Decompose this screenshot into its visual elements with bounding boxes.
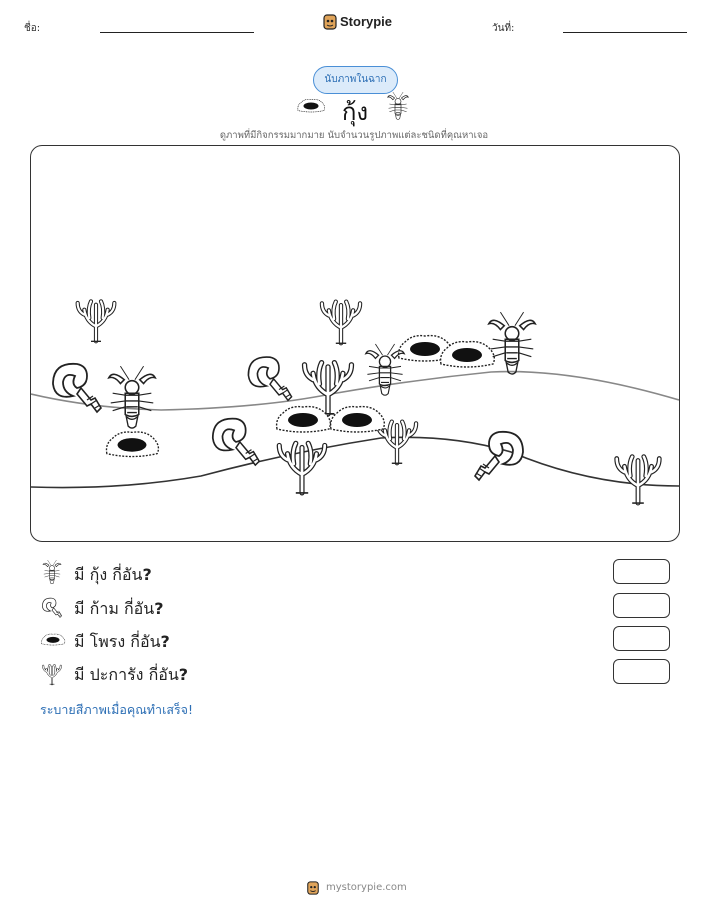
scene-drawing: [31, 146, 679, 541]
brand-name: Storypie: [340, 14, 393, 29]
site-url[interactable]: mystorypie.com: [326, 882, 407, 893]
burrow: [331, 407, 385, 432]
question-claw: [40, 594, 680, 624]
answer-box[interactable]: [613, 659, 670, 684]
shrimp-icon: [385, 92, 411, 122]
claw: [53, 364, 101, 412]
shrimp-icon: [40, 560, 64, 586]
burrow: [106, 432, 158, 457]
coral: [305, 363, 352, 414]
instruction-text: ดูภาพที่มีกิจกรรมมากมาย นับจำนวนรูปภาพแต่ละชนิดที่คุณหาเจอ: [219, 130, 489, 141]
burrow-icon: [40, 631, 66, 647]
answer-box[interactable]: [613, 559, 670, 584]
burrow-icon: [296, 96, 326, 114]
question-text: มี ก้าม กี่อัน?: [74, 599, 164, 618]
coral: [322, 302, 360, 344]
name-label: ชื่อ:: [24, 23, 41, 34]
coral: [378, 422, 416, 464]
site-footer: [306, 880, 416, 900]
question-text: มี กุ้ง กี่อัน?: [74, 565, 152, 584]
question-coral: [40, 660, 680, 690]
color-instruction: ระบายสีภาพเมื่อคุณทำเสร็จ!: [40, 702, 194, 717]
claw: [213, 419, 259, 466]
date-field[interactable]: [563, 32, 687, 33]
question-burrow: [40, 627, 680, 657]
coral: [78, 301, 115, 341]
counting-scene: [30, 145, 680, 542]
answer-box[interactable]: [613, 626, 670, 651]
claw-icon: [40, 594, 64, 620]
question-text: มี ปะการัง กี่อัน?: [74, 665, 189, 684]
coral-icon: [40, 660, 64, 686]
shrimp: [109, 366, 155, 428]
question-shrimp: [40, 560, 680, 590]
question-text: มี โพรง กี่อัน?: [74, 632, 170, 651]
burrow: [277, 407, 331, 432]
answer-box[interactable]: [613, 593, 670, 618]
coral: [617, 457, 660, 503]
brand-logo: [322, 13, 414, 33]
claw: [475, 432, 523, 480]
date-label: วันที่:: [492, 23, 515, 34]
activity-badge: นับภาพในฉาก: [313, 66, 398, 94]
claw: [248, 357, 291, 400]
storypie-mascot-icon: [306, 880, 320, 896]
name-field[interactable]: [100, 32, 254, 33]
coral: [279, 443, 324, 493]
storypie-mascot-icon: [322, 13, 338, 31]
worksheet-title: กุ้ง: [341, 98, 369, 126]
shrimp: [489, 312, 535, 374]
